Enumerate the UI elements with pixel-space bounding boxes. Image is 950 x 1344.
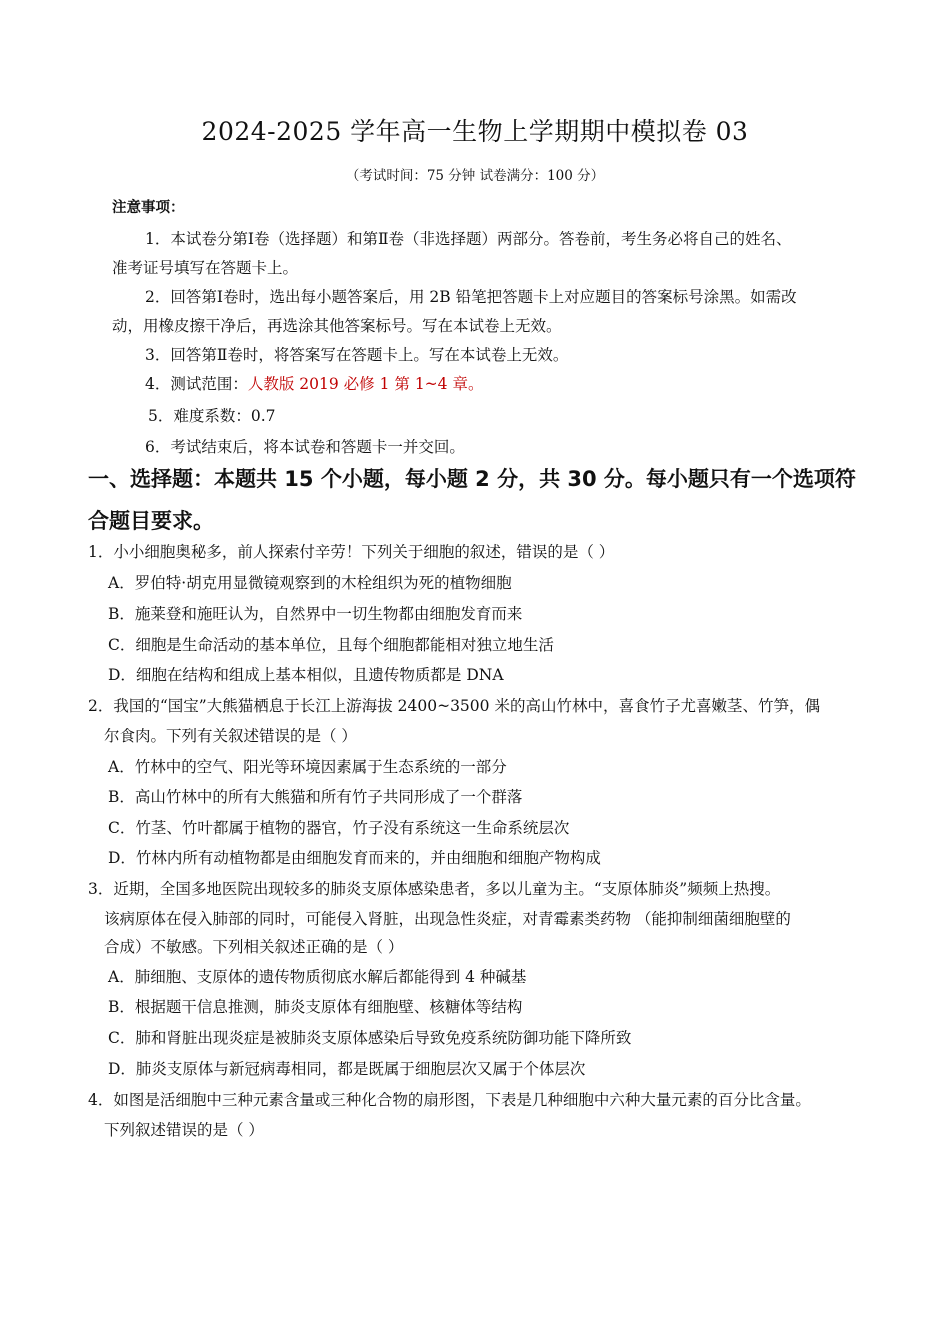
page-title: 2024-2025 学年高一生物上学期期中模拟卷 03 [201, 117, 749, 146]
note-2-line-2: 动，用橡皮擦干净后，再选涂其他答案标号。写在本试卷上无效。 [112, 317, 562, 335]
question-1-option-b: B．施莱登和施旺认为，自然界中一切生物都由细胞发育而来 [108, 605, 523, 623]
question-3-stem-line-1: 3．近期，全国多地医院出现较多的肺炎支原体感染患者，多以儿童为主。“支原体肺炎”频频上热搜。 [88, 880, 781, 898]
question-4-stem-line-2: 下列叙述错误的是（ ） [104, 1121, 264, 1139]
note-5: 5．难度系数：0.7 [148, 407, 276, 425]
question-2-stem-line-1: 2．我国的“国宝”大熊猫栖息于长江上游海拔 2400~3500 米的高山竹林中，喜食竹子尤喜嫩茎、竹笋，偶 [88, 697, 820, 715]
note-1-line-1: 1．本试卷分第Ⅰ卷（选择题）和第Ⅱ卷（非选择题）两部分。答卷前，考生务必将自己的姓名、 [145, 230, 792, 248]
note-6: 6．考试结束后，将本试卷和答题卡一并交回。 [145, 438, 465, 456]
test-scope: 人教版 2019 必修 1 第 1~4 章。 [247, 375, 484, 393]
note-4 [145, 373, 483, 395]
question-3-option-b: B．根据题干信息推测，肺炎支原体有细胞壁、核糖体等结构 [108, 998, 523, 1016]
section-1-heading-line-2: 合题目要求。 [88, 509, 214, 533]
exam-info: （考试时间：75 分钟 试卷满分：100 分） [345, 168, 605, 184]
question-2-option-b: B．高山竹林中的所有大熊猫和所有竹子共同形成了一个群落 [108, 788, 523, 806]
note-4-prefix: 4．测试范围： [145, 375, 248, 393]
note-2-line-1: 2．回答第Ⅰ卷时，选出每小题答案后，用 2B 铅笔把答题卡上对应题目的答案标号涂黑。如需改 [145, 288, 797, 306]
question-3-stem-line-2: 该病原体在侵入肺部的同时，可能侵入肾脏，出现急性炎症，对青霉素类药物 （能抑制细菌细胞壁的 [104, 910, 791, 928]
question-1-option-d: D．细胞在结构和组成上基本相似，且遗传物质都是 DNA [108, 666, 504, 684]
note-3: 3．回答第Ⅱ卷时，将答案写在答题卡上。写在本试卷上无效。 [145, 346, 569, 364]
question-1-option-c: C．细胞是生命活动的基本单位，且每个细胞都能相对独立地生活 [108, 636, 554, 654]
question-3-option-d: D．肺炎支原体与新冠病毒相同，都是既属于细胞层次又属于个体层次 [108, 1060, 586, 1078]
question-2-stem-line-2: 尔食肉。下列有关叙述错误的是（ ） [104, 727, 357, 745]
question-3-stem-line-3: 合成）不敏感。下列相关叙述正确的是（ ） [104, 938, 404, 956]
question-2-option-c: C．竹茎、竹叶都属于植物的器官，竹子没有系统这一生命系统层次 [108, 819, 570, 837]
question-1-option-a: A．罗伯特·胡克用显微镜观察到的木栓组织为死的植物细胞 [108, 574, 512, 592]
notes-heading: 注意事项： [112, 199, 185, 216]
section-1-heading-line-1: 一、选择题：本题共 15 个小题，每小题 2 分，共 30 分。每小题只有一个选项符 [88, 467, 856, 491]
question-2-option-a: A．竹林中的空气、阳光等环境因素属于生态系统的一部分 [108, 758, 507, 776]
question-3-option-a: A．肺细胞、支原体的遗传物质彻底水解后都能得到 4 种碱基 [108, 968, 527, 986]
question-4-stem-line-1: 4．如图是活细胞中三种元素含量或三种化合物的扇形图，下表是几种细胞中六种大量元素的百分比含量。 [88, 1091, 811, 1109]
question-3-option-c: C．肺和肾脏出现炎症是被肺炎支原体感染后导致免疫系统防御功能下降所致 [108, 1029, 632, 1047]
question-2-option-d: D．竹林内所有动植物都是由细胞发育而来的，并由细胞和细胞产物构成 [108, 849, 601, 867]
question-1-stem: 1．小小细胞奥秘多，前人探索付辛劳！下列关于细胞的叙述，错误的是（ ） [88, 543, 615, 561]
note-1-line-2: 准考证号填写在答题卡上。 [112, 259, 299, 277]
